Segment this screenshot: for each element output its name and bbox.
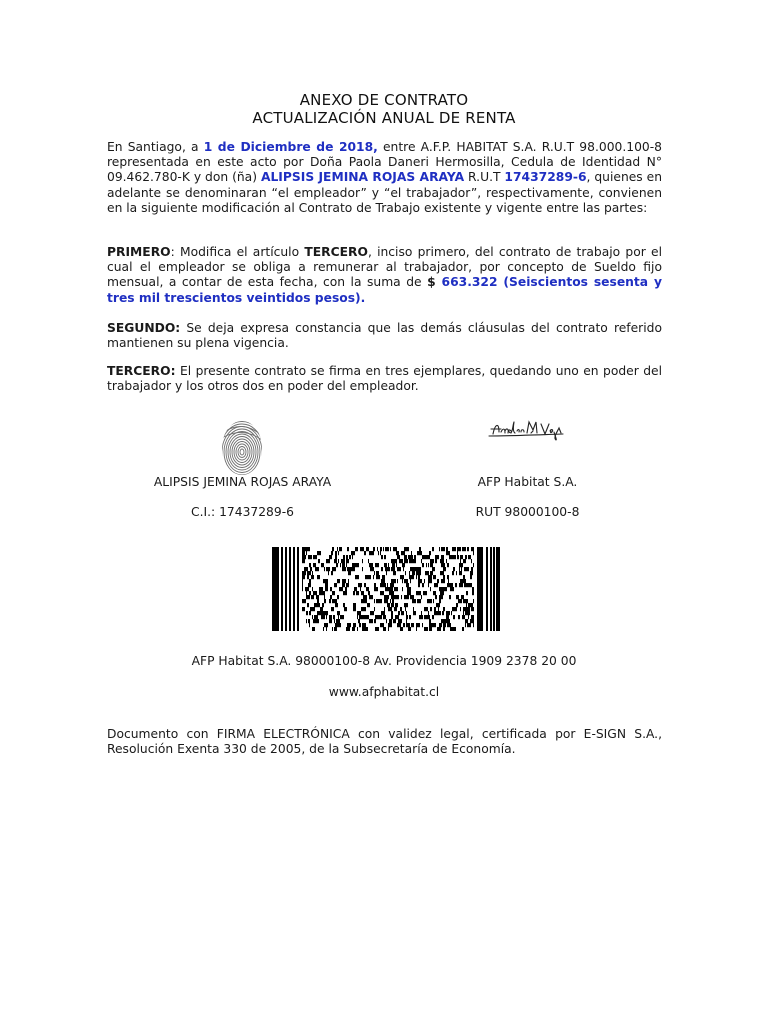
electronic-signature-notice: Documento con FIRMA ELECTRÓNICA con validez legal, certificada por E-SIGN S.A., Resolución Exenta 330 de 2005, de la Subsecretaría de Economía.	[107, 727, 662, 757]
clause-label: PRIMERO	[107, 245, 171, 259]
employer-signature-name: AFP Habitat S.A.	[477, 475, 578, 489]
intro-text: , quienes en adelante se denominaran “el empleador” y “el trabajador”, respectivamente, convienen en la siguiente modificación al Contrato de Trabajo existente y vigente entre las partes:	[107, 170, 663, 215]
clause-text: , inciso primero, del contrato de trabajo por el cual el empleador se obliga a remunerar al trabajador, por concepto de Sueldo fijo mensual, a contar de esta fecha, con la suma de	[107, 245, 663, 290]
article-reference: TERCERO	[304, 245, 368, 259]
salary-amount: 663.322 (Seiscientos sesenta y tres mil trescientos veintidos pesos).	[107, 275, 662, 305]
clause-segundo	[107, 321, 662, 351]
currency-symbol: $	[427, 275, 436, 290]
clause-label: SEGUNDO:	[107, 321, 181, 335]
employer-signature-image	[487, 414, 567, 444]
clause-text: : Modifica el artículo	[170, 245, 305, 259]
company-website-link[interactable]: www.afphabitat.cl	[328, 685, 440, 699]
pdf417-barcode	[272, 547, 500, 631]
intro-paragraph	[107, 140, 662, 216]
clause-label: TERCERO:	[107, 364, 176, 378]
contract-date: 1 de Diciembre de 2018,	[203, 140, 378, 154]
company-address-line: AFP Habitat S.A. 98000100-8 Av. Providencia 1909 2378 20 00	[191, 654, 577, 668]
intro-text: entre A.F.P. HABITAT S.A. R.U.T 98.000.100-8 representada en este acto por Doña Paola Daneri Hermosilla, Cedula de Identidad N° 09.462.780-K y don (ña)	[107, 140, 662, 185]
employee-rut: 17437289-6	[504, 170, 587, 185]
employee-signature-name: ALIPSIS JEMINA ROJAS ARAYA	[153, 475, 332, 489]
employee-id-number: C.I.: 17437289-6	[191, 505, 294, 519]
employee-name: ALIPSIS JEMINA ROJAS ARAYA	[260, 170, 465, 185]
fingerprint-image	[218, 418, 266, 476]
clause-tercero	[107, 364, 662, 394]
clause-text: El presente contrato se firma en tres ejemplares, quedando uno en poder del trabajador y los otros dos en poder del empleador.	[107, 364, 662, 394]
clause-text: Se deja expresa constancia que las demás cláusulas del contrato referido mantienen su plena vigencia.	[107, 321, 662, 351]
document-subtitle: ACTUALIZACIÓN ANUAL DE RENTA	[252, 109, 516, 127]
employer-rut: RUT 98000100-8	[475, 505, 580, 519]
document-title: ANEXO DE CONTRATO	[299, 91, 469, 109]
intro-text: R.U.T	[464, 170, 505, 185]
clause-primero	[107, 245, 662, 306]
intro-text: En Santiago, a	[107, 140, 204, 154]
